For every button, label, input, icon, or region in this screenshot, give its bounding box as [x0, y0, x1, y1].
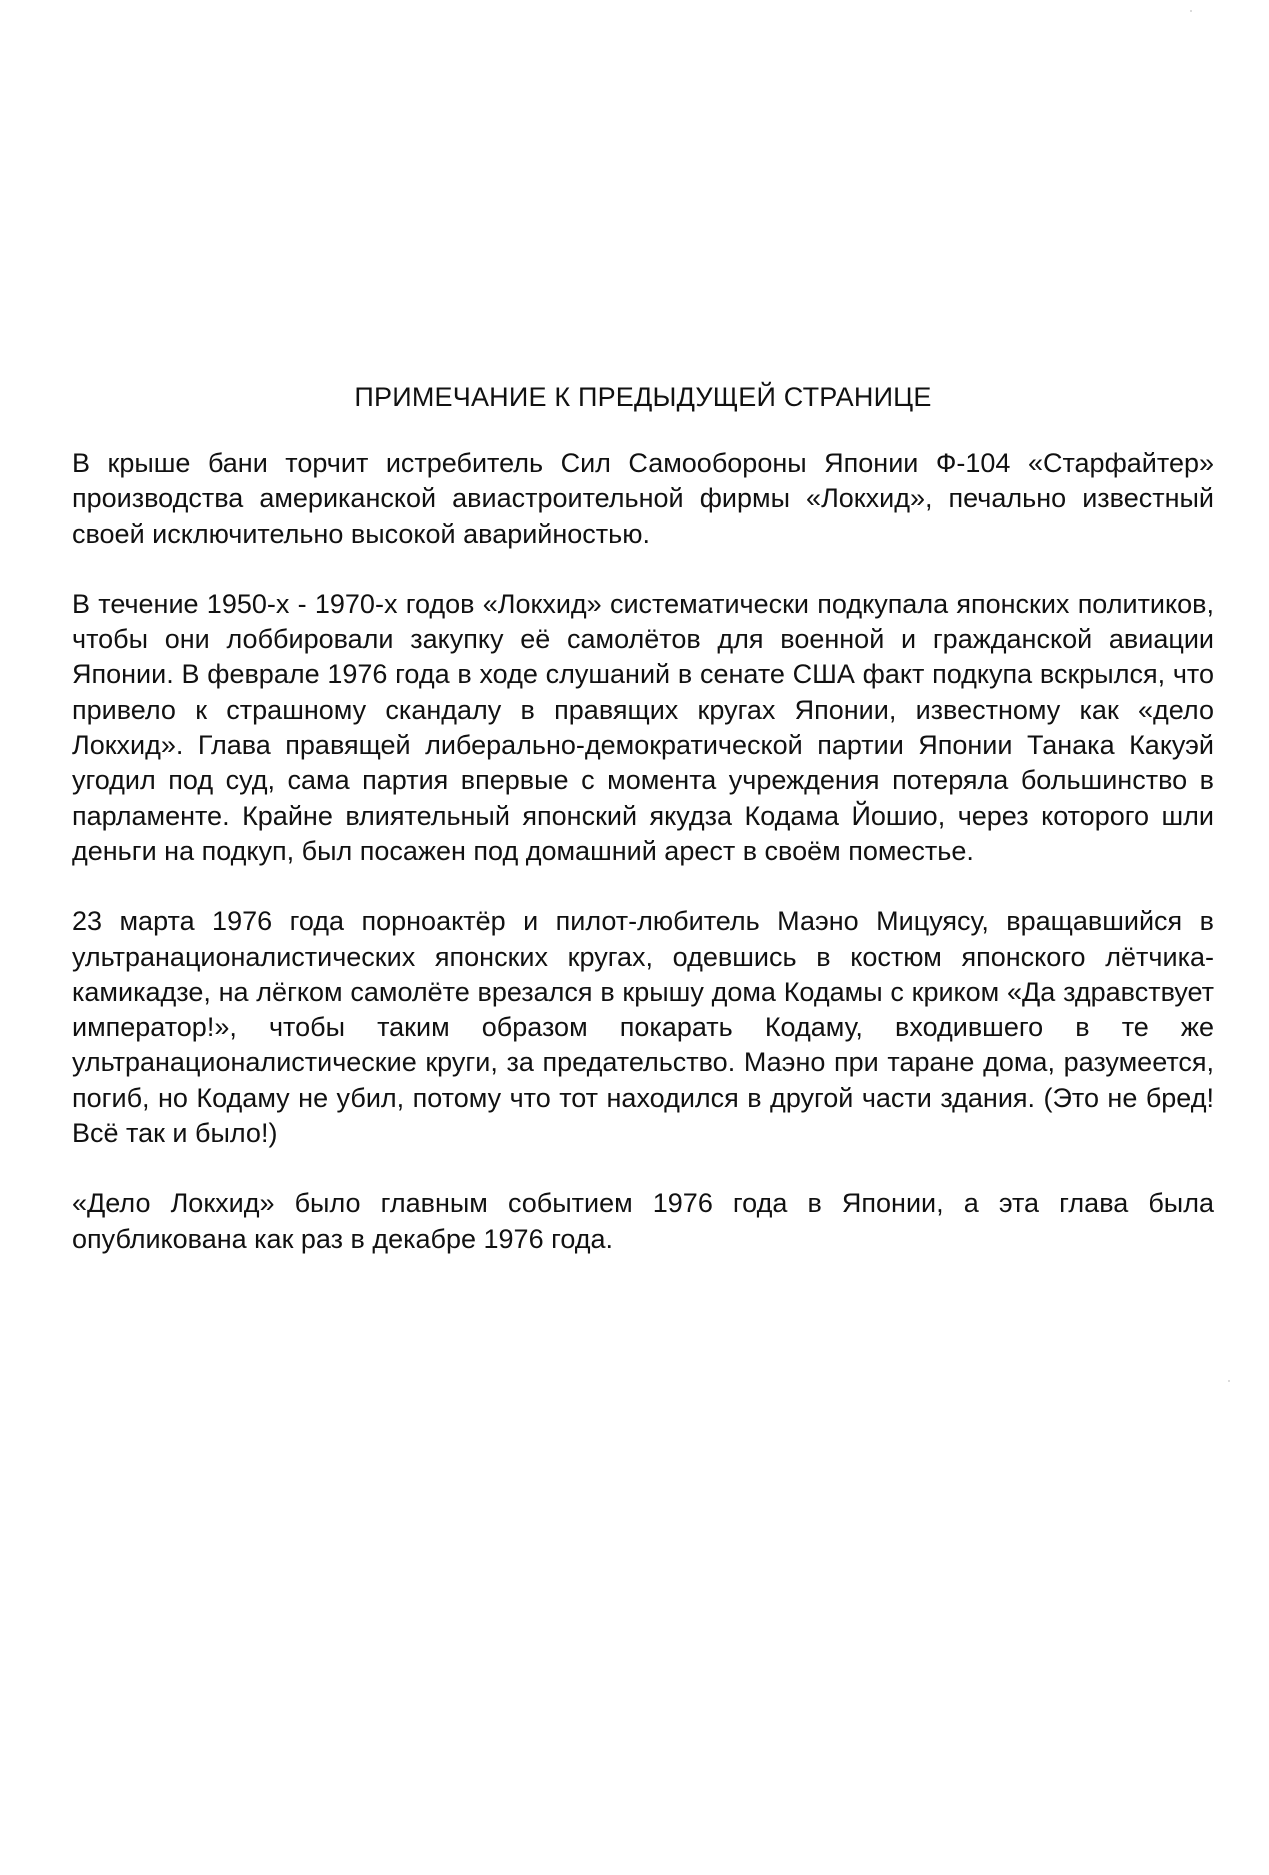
paragraph-publication-date: «Дело Локхид» было главным событием 1976 года в Японии, а эта глава была опубликована как раз в декабре 1976 года.	[72, 1188, 1214, 1254]
paragraph-starfighter: В крыше бани торчит истребитель Сил Самообороны Японии Ф-104 «Старфайтер» производства американской авиастроительной фирмы «Локхид», печально известный своей исключительно высокой аварийностью.	[72, 448, 1214, 549]
paragraph-lockheed-scandal: В течение 1950-х - 1970-х годов «Локхид» систематически подкупала японских политиков, чтобы они лоббировали закупку её самолётов для военной и гражданской авиации Японии. В феврале 1976 года в ходе слушаний в сенате США факт подкупа вскрылся, что привело к страшному скандалу в правящих кругах Японии, известному как «дело Локхид». Глава правящей либерально-демократической партии Японии Танака Какуэй угодил под суд, сама партия впервые с момента учреждения потеряла большинство в парламенте. Крайне влиятельный японский якудза Кодама Йошио, через которого шли деньги на подкуп, был посажен под домашний арест в своём поместье.	[72, 588, 1214, 866]
page-title: ПРИМЕЧАНИЕ К ПРЕДЫДУЩЕЙ СТРАНИЦЕ	[354, 382, 932, 412]
paragraph-maeno-attack: 23 марта 1976 года порноактёр и пилот-любитель Маэно Мицуясу, вращавшийся в ультранационалистических японских кругах, одевшись в костюм японского лётчика-камикадзе, на лёгком самолёте врезался в крышу дома Кодамы с криком «Да здравствует император!», чтобы таким образом покарать Кодаму, входившего в те же ультранационалистические круги, за предательство. Маэно при таране дома, разумеется, погиб, но Кодаму не убил, потому что тот находился в другой части здания. (Это не бред! Всё так и было!)	[72, 906, 1214, 1149]
scan-speck	[1190, 10, 1192, 12]
scan-speck	[1228, 1380, 1230, 1382]
note-content	[72, 376, 1214, 1292]
